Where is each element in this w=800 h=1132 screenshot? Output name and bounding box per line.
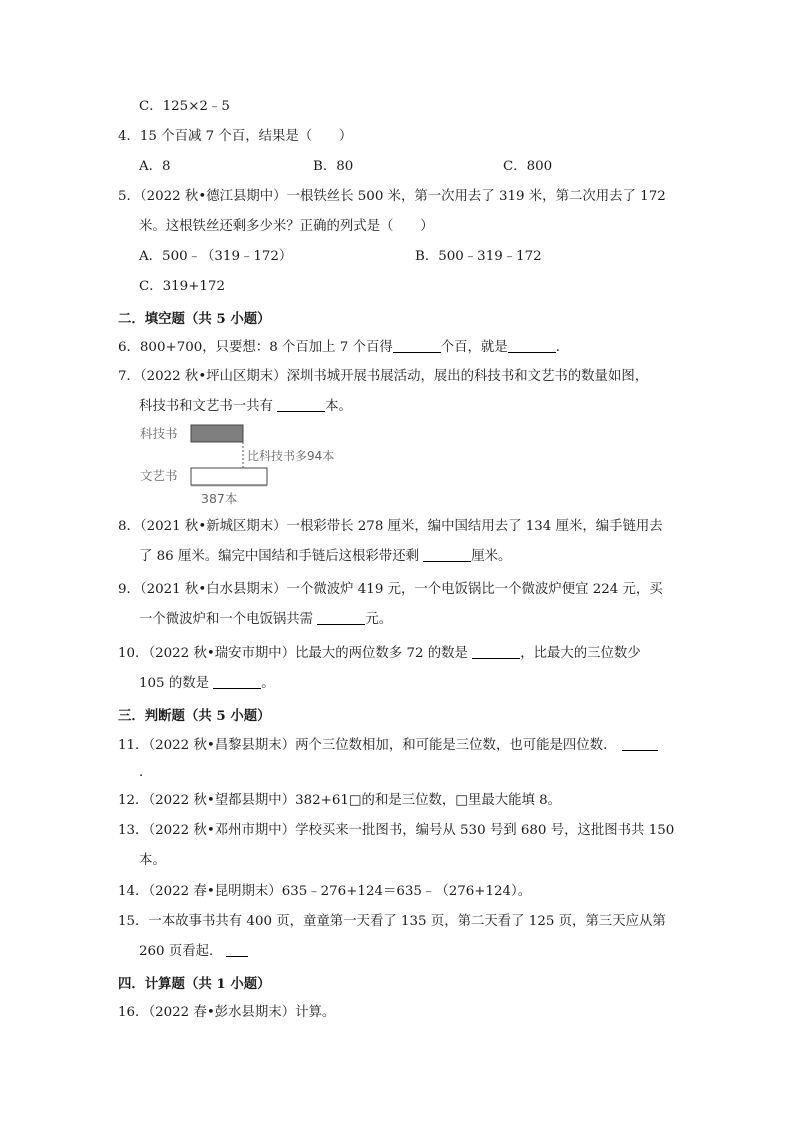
q4-option-c: C．800 — [503, 159, 553, 174]
q8-text-end: 厘米。 — [471, 549, 512, 564]
literature-books-bar — [191, 468, 267, 485]
section-3-heading: 三．判断题（共 5 小题） — [118, 708, 271, 724]
q8-text-pre: 了 86 厘米。编完中国结和手链后这根彩带还剩 — [139, 549, 424, 564]
q9-text-end: 元。 — [365, 612, 393, 627]
q11-text: 11．（2022 秋•昌黎县期末）两个三位数相加，和可能是三位数，也可能是四位数． — [118, 738, 617, 753]
question-16: 16．（2022 春•彭水县期末）计算。 — [118, 1005, 336, 1020]
fig-difference-note: 比科技书多94本 — [247, 449, 335, 463]
q10-text-pre: 10．（2022 秋•瑞安市期中）比最大的两位数多 72 的数是 — [118, 646, 473, 661]
q10-blank-2[interactable] — [213, 676, 261, 689]
question-9-line1: 9．（2021 秋•白水县期末）一个微波炉 419 元，一个电饭锅比一个微波炉便宜 224 元，买 — [118, 582, 663, 597]
question-8-line2 — [139, 548, 511, 566]
fig-literature-value: 387本 — [201, 491, 238, 506]
fig-label-science-books: 科技书 — [140, 426, 178, 441]
question-12: 12．（2022 秋•望都县期中）382+61□的和是三位数，□里最大能填 8。 — [118, 793, 562, 808]
q4-option-b: B．80 — [313, 159, 354, 174]
q8-blank[interactable] — [423, 549, 471, 562]
question-13-line2: 本。 — [139, 853, 166, 868]
q7-segment-diagram — [135, 420, 365, 510]
diagram-bars — [135, 420, 365, 510]
question-6 — [118, 339, 569, 357]
question-9-line2 — [139, 611, 392, 629]
q5-option-b: B．500﹣319﹣172 — [415, 249, 542, 264]
question-13-line1: 13．（2022 秋•邓州市期中）学校买来一批图书，编号从 530 号到 680 号，这批图书共 150 — [118, 823, 675, 838]
q7-text-end: 本。 — [325, 399, 352, 414]
question-15-line2 — [139, 943, 248, 961]
q4-option-a: A．8 — [139, 159, 171, 174]
science-books-bar — [191, 425, 243, 442]
q10-text-line2-end: 。 — [261, 676, 275, 691]
q15-blank[interactable] — [226, 944, 248, 957]
question-15-line1: 15．一本故事书共有 400 页，童童第一天看了 135 页，第二天看了 125 页，第三天应从第 — [118, 914, 666, 929]
q6-text-pre: 6．800+700，只要想：8 个百加上 7 个百得 — [118, 340, 393, 355]
q6-text-mid: 个百，就是 — [440, 340, 508, 355]
q9-blank[interactable] — [317, 612, 365, 625]
question-11-line2: ． — [139, 765, 153, 780]
question-4-text: 4．15 个百减 7 个百，结果是（ ） — [118, 129, 353, 144]
q15-text: 260 页看起． — [139, 944, 223, 959]
section-4-heading: 四．计算题（共 1 小题） — [118, 976, 271, 992]
q5-option-c: C．319+172 — [139, 279, 225, 294]
question-10-line1 — [118, 645, 641, 663]
q6-blank-2[interactable] — [508, 340, 556, 353]
q5-option-a: A．500﹣（319﹣172） — [139, 249, 293, 264]
fig-label-literature-books: 文艺书 — [140, 468, 178, 483]
question-11-line1 — [118, 737, 658, 755]
q10-text-line2-pre: 105 的数是 — [139, 676, 214, 691]
question-5-line2: 米。这根铁丝还剩多少米？正确的列式是（ ） — [139, 219, 434, 234]
q7-text-pre: 科技书和文艺书一共有 — [139, 399, 278, 414]
q10-text-mid: ，比最大的三位数少 — [520, 646, 641, 661]
q7-blank[interactable] — [277, 399, 325, 412]
question-8-line1: 8．（2021 秋•新城区期末）一根彩带长 278 厘米，编中国结用去了 134 厘米，编手链用去 — [118, 519, 663, 534]
question-10-line2 — [139, 675, 275, 693]
q6-blank-1[interactable] — [393, 340, 441, 353]
q11-blank[interactable] — [622, 738, 658, 751]
section-2-heading: 二．填空题（共 5 小题） — [118, 311, 271, 327]
question-7-line2 — [139, 398, 352, 416]
q9-text-pre: 一个微波炉和一个电饭锅共需 — [139, 612, 318, 627]
question-7-line1: 7．（2022 秋•坪山区期末）深圳书城开展书展活动，展出的科技书和文艺书的数量如图， — [118, 369, 649, 384]
question-14: 14．（2022 春•昆明期末）635﹣276+124＝635﹣（276+124）。 — [118, 884, 532, 899]
q6-text-end: ． — [555, 340, 570, 355]
question-5-line1: 5．（2022 秋•德江县期中）一根铁丝长 500 米，第一次用去了 319 米，第二次用去了 172 — [118, 189, 666, 204]
q10-blank-1[interactable] — [472, 646, 520, 659]
q3-option-c: C．125×2﹣5 — [139, 99, 230, 114]
